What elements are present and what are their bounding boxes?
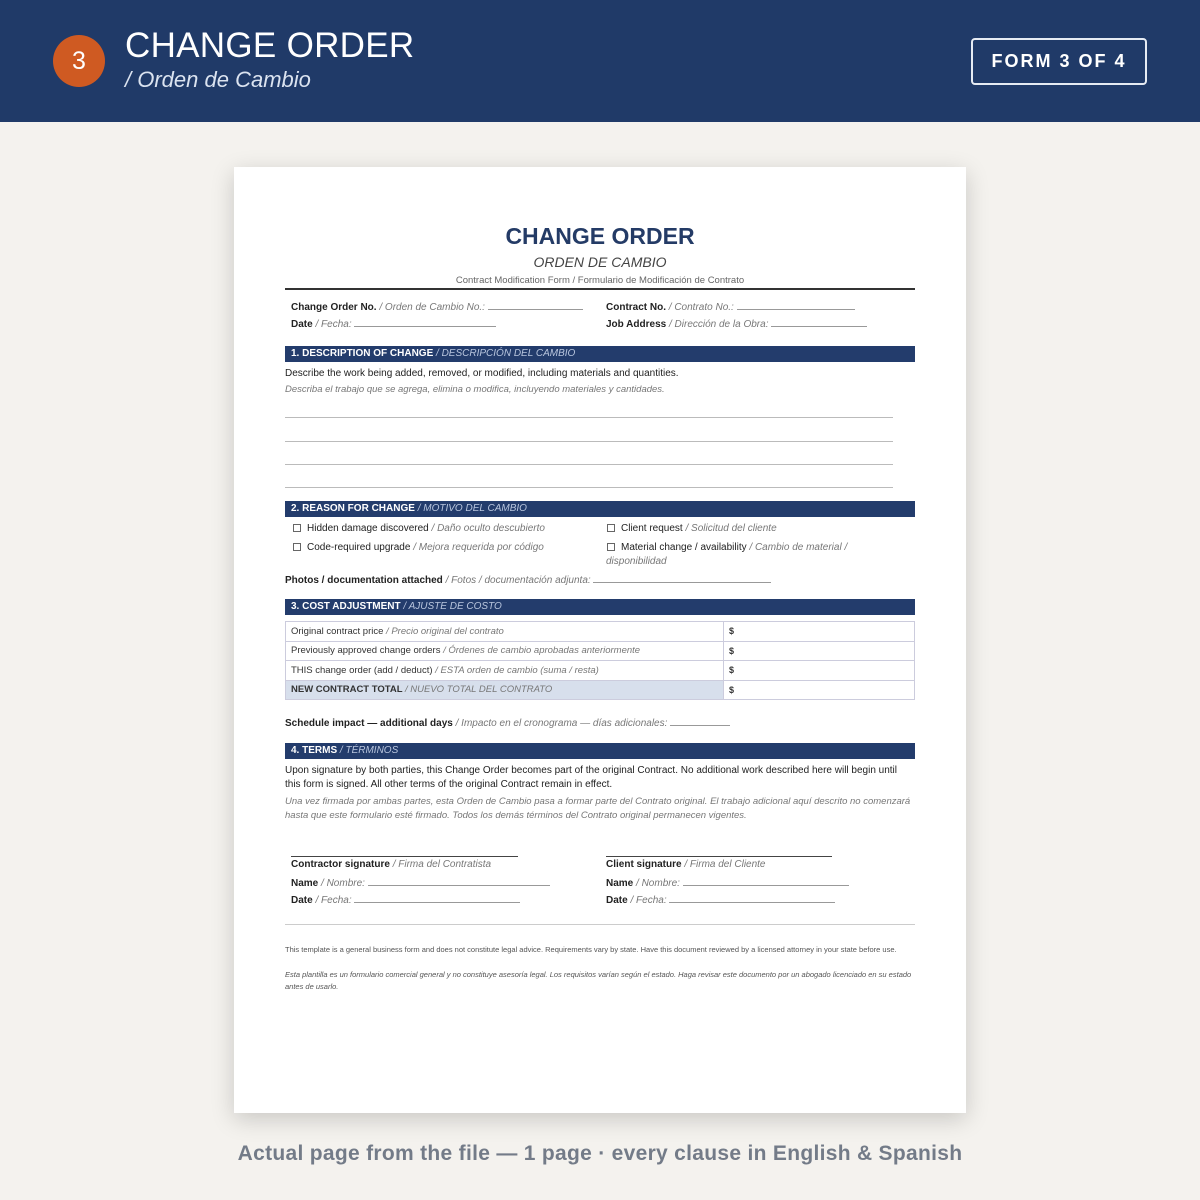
client-name-field: Name / Nombre: — [606, 877, 849, 889]
schedule-impact-field: Schedule impact — additional days / Impacto en el cronograma — días adicionales: — [285, 717, 730, 729]
terms-body: Upon signature by both parties, this Change Order becomes part of the original Contract. No additional work described here will begin until this form is signed. All other terms of the original Contract remain in effect. — [285, 765, 898, 790]
header-band — [0, 0, 1200, 122]
header-subtitle: / Orden de Cambio — [125, 67, 311, 92]
document-subtitle: ORDEN DE CAMBIO — [533, 254, 667, 270]
section-terms-header: 4. TERMS / TÉRMINOS — [285, 743, 915, 759]
client-signature-label: Client signature / Firma del Cliente — [606, 859, 766, 870]
legal-disclaimer: This template is a general business form and does not constitute legal advice. Requirements vary by state. Have this document reviewed by a licensed attorney in your state before use. — [285, 945, 897, 954]
title-divider — [285, 288, 915, 290]
photos-attached-field: Photos / documentation attached / Fotos / documentación adjunta: — [285, 574, 771, 586]
contractor-signature-label: Contractor signature / Firma del Contratista — [291, 859, 492, 870]
document-tagline: Contract Modification Form / Formulario de Modificación de Contrato — [455, 275, 745, 286]
date-field: Date / Fecha: — [291, 318, 496, 330]
amount-cell: $ — [724, 641, 915, 661]
table-row: THIS change order (add / deduct) / ESTA orden de cambio (suma / resta) $ — [286, 661, 915, 681]
reason-checkbox-code-upgrade: Code-required upgrade / Mejora requerida por código — [293, 542, 544, 553]
reason-checkbox-hidden-damage: Hidden damage discovered / Daño oculto descubierto — [293, 523, 545, 534]
document-page-preview — [234, 167, 966, 1113]
contractor-name-field: Name / Nombre: — [291, 877, 550, 889]
contractor-date-field: Date / Fecha: — [291, 894, 520, 906]
section-reason-header: 2. REASON FOR CHANGE / MOTIVO DEL CAMBIO — [285, 501, 915, 517]
document-title: CHANGE ORDER — [505, 223, 695, 249]
amount-cell: $ — [724, 680, 915, 700]
description-line — [285, 441, 893, 442]
job-address-field: Job Address / Dirección de la Obra: — [606, 318, 867, 330]
description-line — [285, 417, 893, 418]
reason-checkbox-material-change: Material change / availability / Cambio de material / — [607, 542, 847, 553]
change-order-no-field: Change Order No. / Orden de Cambio No.: — [291, 301, 583, 313]
table-row-total: NEW CONTRACT TOTAL / NUEVO TOTAL DEL CONTRATO $ — [286, 680, 915, 700]
description-line — [285, 464, 893, 465]
description-line — [285, 487, 893, 488]
form-count-badge: FORM 3 OF 4 — [971, 38, 1147, 85]
reason-checkbox-client-request: Client request / Solicitud del cliente — [607, 523, 777, 534]
terms-body-es: Una vez firmada por ambas partes, esta Orden de Cambio pasa a formar parte del Contrato original. El trabajo adicional aquí descrito no comenzará hasta que este formulario esté firmado. Todos los demás términos del Contrato original permanecen vigentes. — [285, 796, 911, 821]
page-caption: Actual page from the file — 1 page · every clause in English & Spanish — [237, 1142, 963, 1165]
amount-cell: $ — [724, 622, 915, 642]
description-instructions: Describe the work being added, removed, or modified, including materials and quantities. — [285, 368, 679, 379]
contract-no-field: Contract No. / Contrato No.: — [606, 301, 855, 313]
section-description-header: 1. DESCRIPTION OF CHANGE / DESCRIPCIÓN DEL CAMBIO — [285, 346, 915, 362]
amount-cell: $ — [724, 661, 915, 681]
checkbox-icon — [293, 543, 301, 551]
checkbox-icon — [607, 543, 615, 551]
contractor-signature-line — [291, 856, 518, 857]
table-row: Previously approved change orders / Órdenes de cambio aprobadas anteriormente $ — [286, 641, 915, 661]
description-instructions-es: Describa el trabajo que se agrega, elimina o modifica, incluyendo materiales y cantidades. — [285, 384, 665, 395]
footer-divider — [285, 924, 915, 925]
reason-material-change-es-wrap: disponibilidad — [606, 556, 667, 567]
cost-adjustment-table — [285, 621, 915, 700]
step-number-badge: 3 — [53, 35, 105, 87]
checkbox-icon — [293, 524, 301, 532]
section-cost-header: 3. COST ADJUSTMENT / AJUSTE DE COSTO — [285, 599, 915, 615]
table-row: Original contract price / Precio original del contrato $ — [286, 622, 915, 642]
client-signature-line — [606, 856, 832, 857]
client-date-field: Date / Fecha: — [606, 894, 835, 906]
checkbox-icon — [607, 524, 615, 532]
header-title: CHANGE ORDER — [125, 26, 415, 65]
legal-disclaimer-es: Esta plantilla es un formulario comercial general y no constituye asesoría legal. Los requisitos varían según el estado. Haga revisar este documento por un abogado licenciado en su estado antes de usarlo. — [285, 970, 912, 991]
